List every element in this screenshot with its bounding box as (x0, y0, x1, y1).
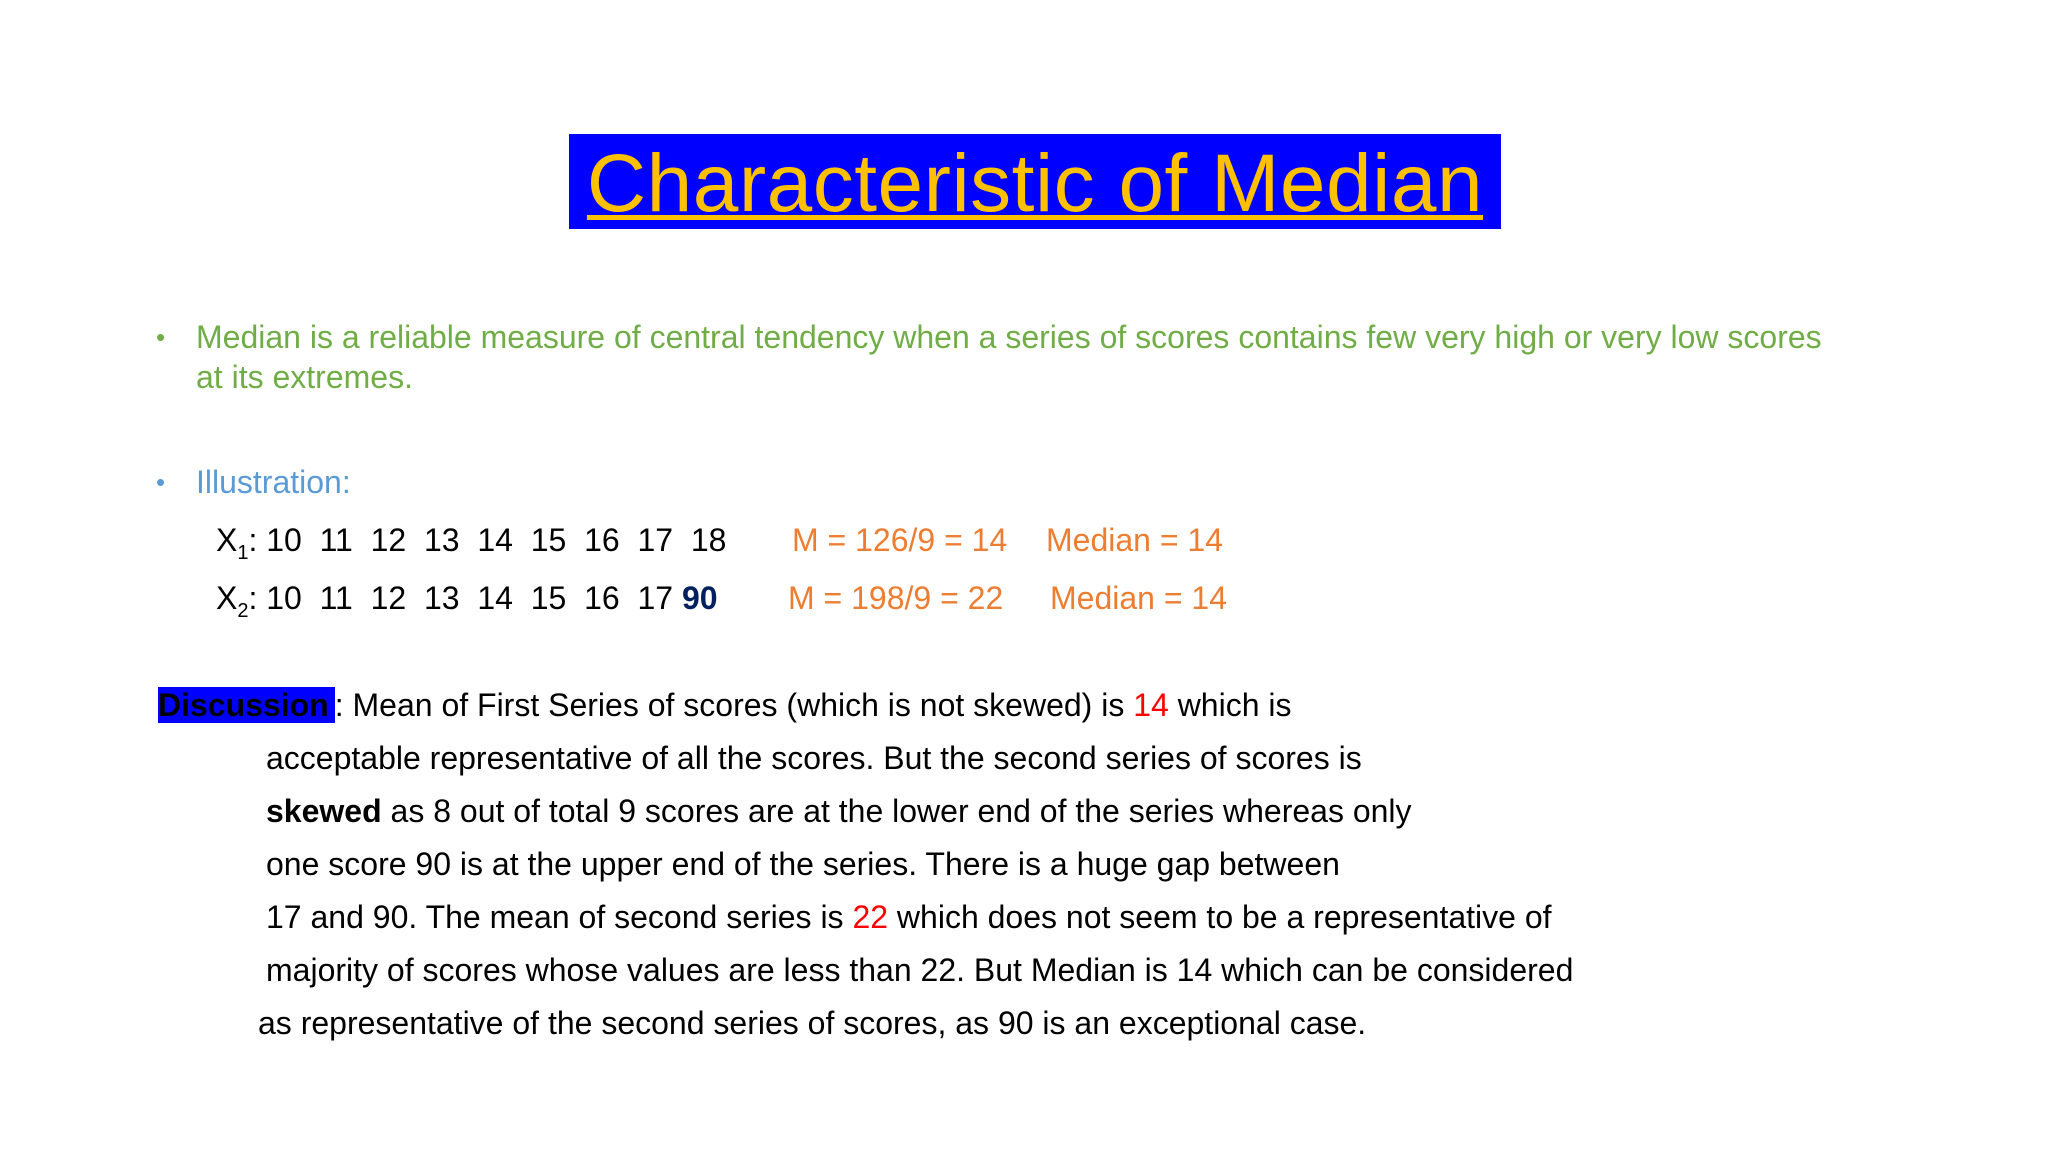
discussion-line1: Discussion : Mean of First Series of scores (which is not skewed) is 14 which is (158, 687, 1292, 723)
bullet1-line1: Median is a reliable measure of central tendency when a series of scores contains few very high or very low scores (196, 319, 1822, 355)
series1-median: Median = 14 (1046, 522, 1224, 558)
discussion-line2: acceptable representative of all the scores. But the second series of scores is (266, 740, 1362, 776)
series2-scores: 10 11 12 13 14 15 16 17 (266, 580, 674, 616)
discussion-line7: as representative of the second series of scores, as 90 is an exceptional case. (258, 1005, 1367, 1041)
series1-label: $X_1$: (216, 522, 258, 564)
discussion-line5: 17 and 90. The mean of second series is 22 which does not seem to be a representative of (266, 899, 1552, 935)
discussion-line6: majority of scores whose values are less than 22. But Median is 14 which can be considered (266, 952, 1574, 988)
bullet1-line2: at its extremes. (196, 359, 413, 395)
slide-title: Characteristic of Median (586, 138, 1484, 229)
mean-value-14: 14 (1133, 687, 1169, 723)
bullet-dot: • (156, 467, 166, 497)
skewed-word: skewed (266, 793, 382, 829)
series2-median: Median = 14 (1050, 580, 1228, 616)
series1-mean: M = 126/9 = 14 (792, 522, 1008, 558)
mean-value-22: 22 (852, 899, 889, 935)
discussion-line3: skewed as 8 out of total 9 scores are at the lower end of the series whereas only (266, 793, 1412, 829)
discussion-label: Discussion (158, 687, 335, 723)
discussion-line4: one score 90 is at the upper end of the series. There is a huge gap between (266, 846, 1340, 882)
series2-row (216, 578, 718, 622)
illustration-label: Illustration: (196, 464, 351, 500)
series2-mean: M = 198/9 = 22 (788, 580, 1004, 616)
title-banner (569, 134, 1501, 229)
series2-label: $X_2$: (216, 580, 258, 622)
bullet-dot: • (156, 322, 166, 352)
series1-row (216, 520, 727, 564)
series1-scores: 10 11 12 13 14 15 16 17 18 (266, 522, 727, 558)
series2-outlier: 90 (681, 580, 718, 616)
